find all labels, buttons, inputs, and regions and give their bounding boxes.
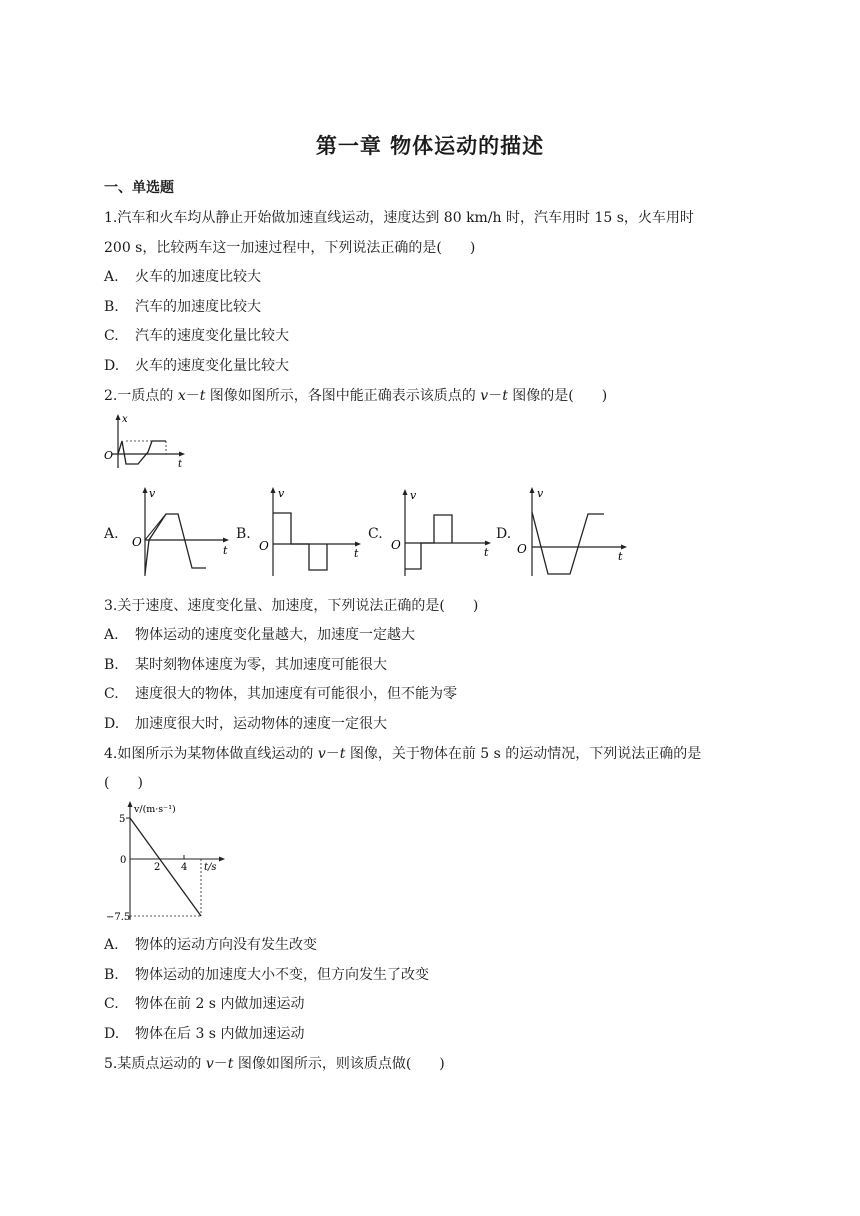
q2-d-origin: O — [517, 542, 527, 556]
q2-d-x-label: t — [618, 550, 623, 563]
q2-xt-graph — [104, 412, 194, 472]
q4-origin: 0 — [120, 855, 127, 866]
q2-d-y-label: v — [537, 487, 544, 500]
q4-option-b[interactable]: B. 物体运动的加速度大小不变，但方向发生了改变 — [104, 967, 429, 983]
q2-b-origin: O — [259, 539, 269, 553]
q1-stem-line1: 1.汽车和火车均从静止开始做加速直线运动，速度达到 80 km/h 时，汽车用时 15 s，火车用时 — [104, 210, 694, 226]
q4-y-axis-label: v/(m·s⁻¹) — [134, 804, 176, 815]
q4-option-a[interactable]: A. 物体的运动方向没有发生改变 — [104, 937, 317, 953]
q3-option-b[interactable]: B. 某时刻物体速度为零，其加速度可能很大 — [104, 657, 387, 673]
q1-option-c[interactable]: C. 汽车的速度变化量比较大 — [104, 328, 289, 344]
q4-y-tick-5: 5 — [119, 814, 126, 825]
q4-option-d[interactable]: D. 物体在后 3 s 内做加速运动 — [104, 1026, 305, 1042]
q2-choice-c-graph[interactable] — [386, 486, 494, 580]
q4-x-axis-label: t/s — [204, 862, 217, 873]
q3-stem: 3.关于速度、速度变化量、加速度，下列说法正确的是( ) — [104, 598, 479, 614]
section-heading: 一、单选题 — [104, 180, 174, 196]
q2-choice-b-label[interactable]: B. — [236, 526, 251, 542]
q2-c-origin: O — [391, 538, 401, 552]
page-title: 第一章 物体运动的描述 — [315, 134, 545, 158]
q1-option-a[interactable]: A. 火车的加速度比较大 — [104, 269, 261, 285]
q2-xt-y-label: x — [122, 414, 128, 425]
q4-x-tick-2: 2 — [154, 862, 161, 873]
q4-vt-graph — [104, 798, 234, 924]
q2-choice-b-graph[interactable] — [254, 484, 364, 580]
q3-option-d[interactable]: D. 加速度很大时，运动物体的速度一定很大 — [104, 716, 387, 732]
q2-choice-a-label[interactable]: A. — [104, 526, 119, 542]
q3-option-a[interactable]: A. 物体运动的速度变化量越大，加速度一定越大 — [104, 627, 415, 643]
q1-option-b[interactable]: B. 汽车的加速度比较大 — [104, 299, 261, 315]
q2-xt-x-label: t — [178, 459, 183, 470]
q2-choice-c-label[interactable]: C. — [368, 526, 383, 542]
q4-stem-line1: 4.如图所示为某物体做直线运动的 v－t 图像，关于物体在前 5 s 的运动情况，下列说法正确的是 — [104, 746, 702, 762]
q5-stem: 5.某质点运动的 v－t 图像如图所示，则该质点做( ) — [104, 1056, 445, 1072]
q4-y-tick-neg: −7.5 — [106, 912, 131, 923]
q2-a-origin: O — [132, 535, 142, 549]
q2-b-y-label: v — [278, 487, 285, 500]
q2-a-x-label: t — [223, 544, 228, 557]
q1-stem-line2: 200 s，比较两车这一加速过程中，下列说法正确的是( ) — [104, 240, 476, 256]
q2-choice-d-label[interactable]: D. — [496, 526, 512, 542]
q4-stem-line2: ( ) — [104, 775, 143, 791]
q4-option-c[interactable]: C. 物体在前 2 s 内做加速运动 — [104, 996, 305, 1012]
q2-c-y-label: v — [410, 489, 417, 502]
q2-stem: 2.一质点的 x－t 图像如图所示，各图中能正确表示该质点的 v－t 图像的是( ) — [104, 388, 608, 404]
q1-option-d[interactable]: D. 火车的速度变化量比较大 — [104, 358, 289, 374]
q2-c-x-label: t — [484, 546, 489, 559]
q2-choice-d-graph[interactable] — [512, 484, 630, 580]
q3-option-c[interactable]: C. 速度很大的物体，其加速度有可能很小，但不能为零 — [104, 686, 457, 702]
q4-x-tick-4: 4 — [181, 862, 188, 873]
q2-choice-a-graph[interactable] — [126, 484, 232, 580]
q2-b-x-label: t — [354, 547, 359, 560]
q2-a-y-label: v — [149, 487, 156, 500]
q2-xt-origin: O — [104, 449, 114, 462]
